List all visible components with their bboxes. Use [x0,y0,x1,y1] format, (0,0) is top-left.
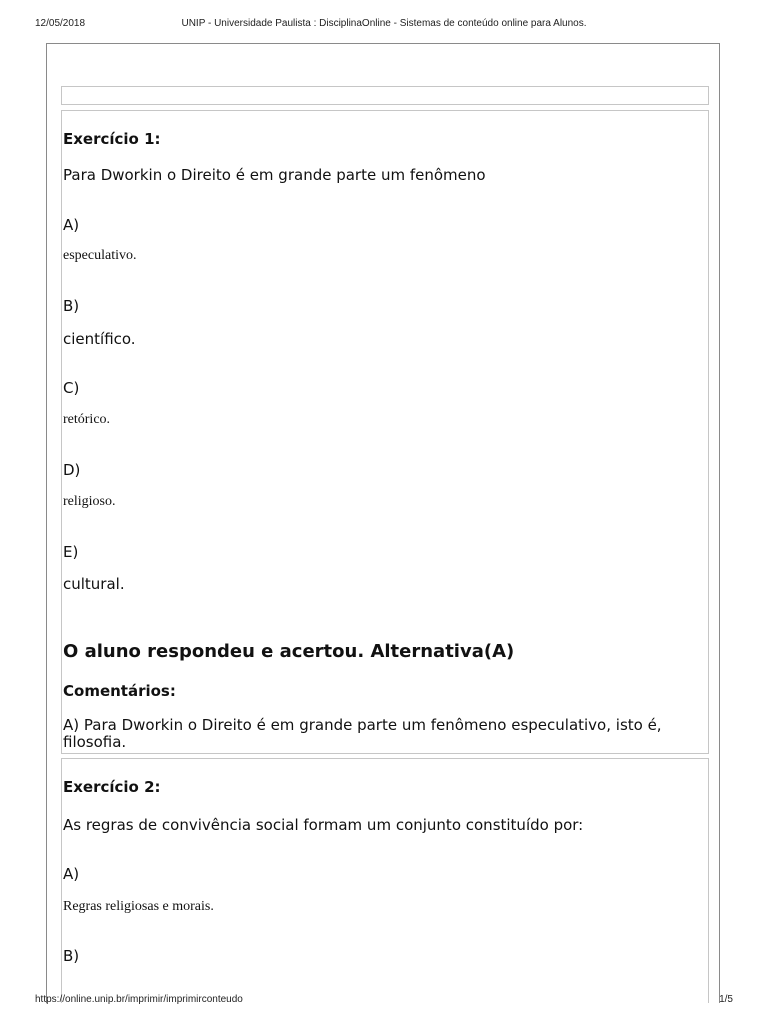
comments-text: A) Para Dworkin o Direito é em grande parte um fenômeno especulativo, isto é, filosofia. [63,716,662,751]
option-letter-c: C) [63,379,80,397]
exercise-question: Para Dworkin o Direito é em grande parte um fenômeno [63,166,486,184]
print-header [0,18,768,32]
exercise-question: As regras de convivência social formam um conjunto constituído por: [63,816,584,834]
exercise-1 [61,110,709,754]
option-text-e: cultural. [63,575,125,593]
option-text-c: retórico. [63,412,111,427]
option-text-b: científico. [63,330,136,348]
option-text-a: Regras religiosas e morais. [63,899,214,914]
option-letter-b: B) [63,947,80,965]
page-frame [46,43,720,1003]
option-text-d: religioso. [63,494,116,509]
option-letter-a: A) [63,865,80,883]
page-number: 1/5 [719,994,733,1005]
option-letter-b: B) [63,297,80,315]
option-letter-d: D) [63,461,81,479]
empty-box [61,86,709,105]
result-text: O aluno respondeu e acertou. Alternativa(A) [63,641,515,662]
print-title: UNIP - Universidade Paulista : DisciplinaOnline - Sistemas de conteúdo online para Alunos. [181,18,587,29]
option-letter-e: E) [63,543,79,561]
option-text-a: especulativo. [63,248,137,263]
exercise-title: Exercício 1: [63,130,161,148]
exercise-2 [61,758,709,1003]
print-date: 12/05/2018 [35,18,86,29]
comments-title: Comentários: [63,682,176,700]
print-url: https://online.unip.br/imprimir/imprimirconteudo [35,994,243,1005]
option-letter-a: A) [63,216,80,234]
print-footer [0,994,768,1008]
exercise-title: Exercício 2: [63,778,161,796]
